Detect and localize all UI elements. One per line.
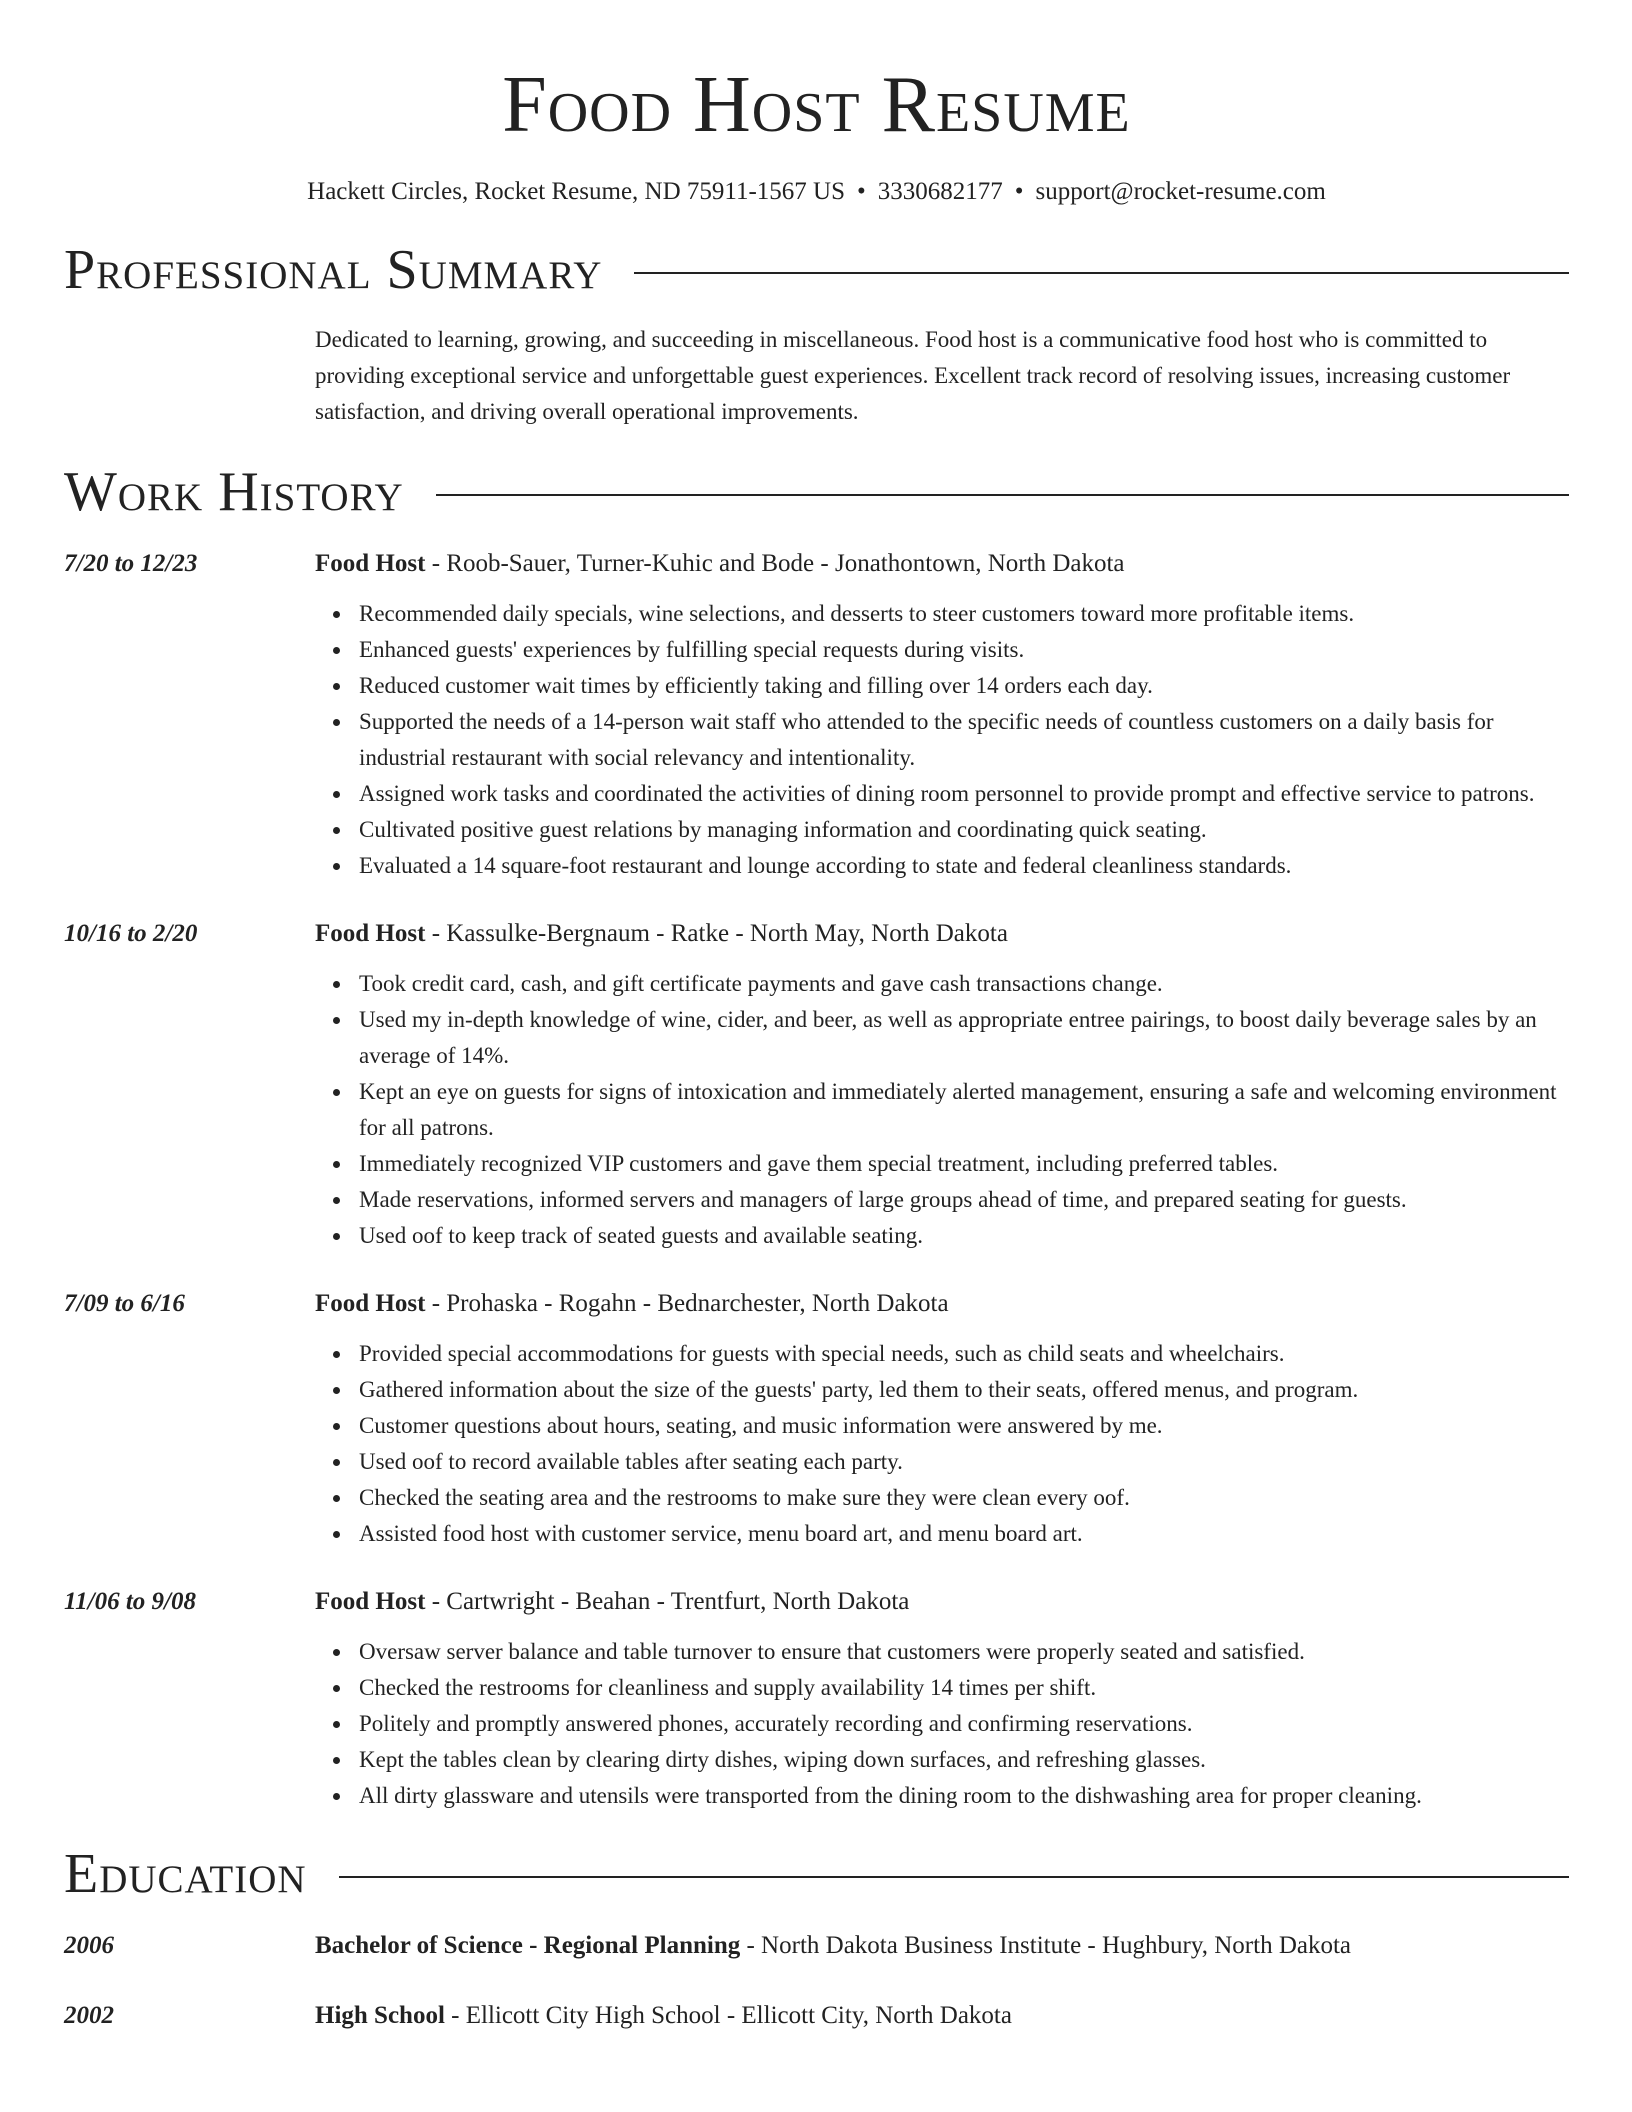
education-heading [315, 1928, 1569, 1964]
list-item: Evaluated a 14 square-foot restaurant and lounge according to state and federal cleanliness standards. [359, 848, 1569, 884]
job-dates: 7/20 to 12/23 [64, 550, 198, 577]
education-entry [64, 1928, 1569, 1964]
list-item: Used oof to record available tables after seating each party. [359, 1444, 1569, 1480]
education-degree: Bachelor of Science - Regional Planning [315, 1932, 741, 1959]
job-entry [64, 916, 1569, 1254]
contact-email: support@rocket-resume.com [1035, 178, 1326, 205]
job-body [315, 546, 1569, 884]
list-item: Kept the tables clean by clearing dirty dishes, wiping down surfaces, and refreshing glasses. [359, 1742, 1569, 1778]
education-institution: - North Dakota Business Institute - Hughbury, North Dakota [740, 1932, 1352, 1959]
education-year: 2006 [64, 1932, 114, 1959]
job-title: Food Host [315, 1290, 426, 1317]
job-responsibilities [315, 1336, 1569, 1552]
job-body [315, 1286, 1569, 1552]
education-year: 2002 [64, 2002, 114, 2029]
list-item: All dirty glassware and utensils were transported from the dining room to the dishwashing area for proper cleaning. [359, 1778, 1569, 1814]
summary-text: Dedicated to learning, growing, and succeeding in miscellaneous. Food host is a communicative food host who is committed to providing exceptional service and unforgettable guest experiences. Excellent track record of resolving issues, increasing customer satisfaction, and driving overall operational improvements. [315, 327, 1511, 424]
section-divider [634, 272, 1569, 274]
list-item: Kept an eye on guests for signs of intoxication and immediately alerted management, ensuring a safe and welcoming environment for all patrons. [359, 1074, 1569, 1146]
list-item: Politely and promptly answered phones, accurately recording and confirming reservations. [359, 1706, 1569, 1742]
job-title: Food Host [315, 550, 426, 577]
list-item: Reduced customer wait times by efficiently taking and filling over 14 orders each day. [359, 668, 1569, 704]
education-section-title: Education [64, 1843, 307, 1905]
contact-separator: • [857, 178, 866, 205]
education-entry [64, 1998, 1569, 2034]
job-employer-location: - Kassulke-Bergnaum - Ratke - North May, North Dakota [425, 920, 1008, 947]
work-section-header [64, 460, 1569, 524]
resume-page [64, 0, 1569, 2034]
job-heading [315, 1286, 1569, 1322]
job-dates: 7/09 to 6/16 [64, 1290, 185, 1317]
job-responsibilities [315, 1634, 1569, 1814]
contact-address: Hackett Circles, Rocket Resume, ND 75911-1567 US [307, 178, 846, 205]
contact-separator: • [1014, 178, 1024, 205]
work-section-title: Work History [64, 461, 404, 523]
resume-title: Food Host Resume [502, 61, 1131, 149]
list-item: Made reservations, informed servers and managers of large groups ahead of time, and prepared seating for guests. [359, 1182, 1569, 1218]
job-dates: 10/16 to 2/20 [64, 920, 198, 947]
list-item: Used my in-depth knowledge of wine, cider, and beer, as well as appropriate entree pairings, to boost daily beverage sales by an average of 14%. [359, 1002, 1569, 1074]
list-item: Cultivated positive guest relations by managing information and coordinating quick seating. [359, 812, 1569, 848]
section-divider [436, 494, 1569, 496]
list-item: Recommended daily specials, wine selections, and desserts to steer customers toward more profitable items. [359, 596, 1569, 632]
education-institution: - Ellicott City High School - Ellicott City, North Dakota [444, 2002, 1012, 2029]
list-item: Assigned work tasks and coordinated the activities of dining room personnel to provide prompt and effective service to patrons. [359, 776, 1569, 812]
job-heading [315, 546, 1569, 582]
job-title: Food Host [315, 1588, 426, 1615]
list-item: Supported the needs of a 14-person wait staff who attended to the specific needs of countless customers on a daily basis for industrial restaurant with social relevancy and intentionality. [359, 704, 1569, 776]
job-heading [315, 1584, 1569, 1620]
job-responsibilities [315, 966, 1569, 1254]
job-heading [315, 916, 1569, 952]
job-employer-location: - Roob-Sauer, Turner-Kuhic and Bode - Jonathontown, North Dakota [425, 550, 1125, 577]
job-responsibilities [315, 596, 1569, 884]
education-heading [315, 1998, 1569, 2034]
job-employer-location: - Prohaska - Rogahn - Bednarchester, North Dakota [425, 1290, 949, 1317]
section-divider [339, 1876, 1569, 1878]
list-item: Took credit card, cash, and gift certificate payments and gave cash transactions change. [359, 966, 1569, 1002]
education-degree: High School [315, 2002, 445, 2029]
job-body [315, 916, 1569, 1254]
list-item: Gathered information about the size of the guests' party, led them to their seats, offered menus, and program. [359, 1372, 1569, 1408]
education-section-header [64, 1842, 1569, 1906]
list-item: Immediately recognized VIP customers and gave them special treatment, including preferred tables. [359, 1146, 1569, 1182]
list-item: Checked the seating area and the restrooms to make sure they were clean every oof. [359, 1480, 1569, 1516]
summary-section-title: Professional Summary [64, 239, 603, 301]
job-entry [64, 1584, 1569, 1814]
summary-section-header [64, 238, 1569, 302]
job-body [315, 1584, 1569, 1814]
list-item: Customer questions about hours, seating, and music information were answered by me. [359, 1408, 1569, 1444]
contact-phone: 3330682177 [877, 178, 1003, 205]
list-item: Used oof to keep track of seated guests and available seating. [359, 1218, 1569, 1254]
job-entry [64, 1286, 1569, 1552]
contact-line [64, 176, 1569, 208]
list-item: Checked the restrooms for cleanliness and supply availability 14 times per shift. [359, 1670, 1569, 1706]
education-list [64, 1928, 1569, 2034]
job-entry [64, 546, 1569, 884]
work-history-list [64, 546, 1569, 1814]
job-title: Food Host [315, 920, 426, 947]
list-item: Enhanced guests' experiences by fulfilling special requests during visits. [359, 632, 1569, 668]
list-item: Assisted food host with customer service, menu board art, and menu board art. [359, 1516, 1569, 1552]
job-dates: 11/06 to 9/08 [64, 1588, 196, 1615]
resume-header [64, 60, 1569, 208]
list-item: Provided special accommodations for guests with special needs, such as child seats and wheelchairs. [359, 1336, 1569, 1372]
list-item: Oversaw server balance and table turnover to ensure that customers were properly seated and satisfied. [359, 1634, 1569, 1670]
job-employer-location: - Cartwright - Beahan - Trentfurt, North Dakota [425, 1588, 910, 1615]
